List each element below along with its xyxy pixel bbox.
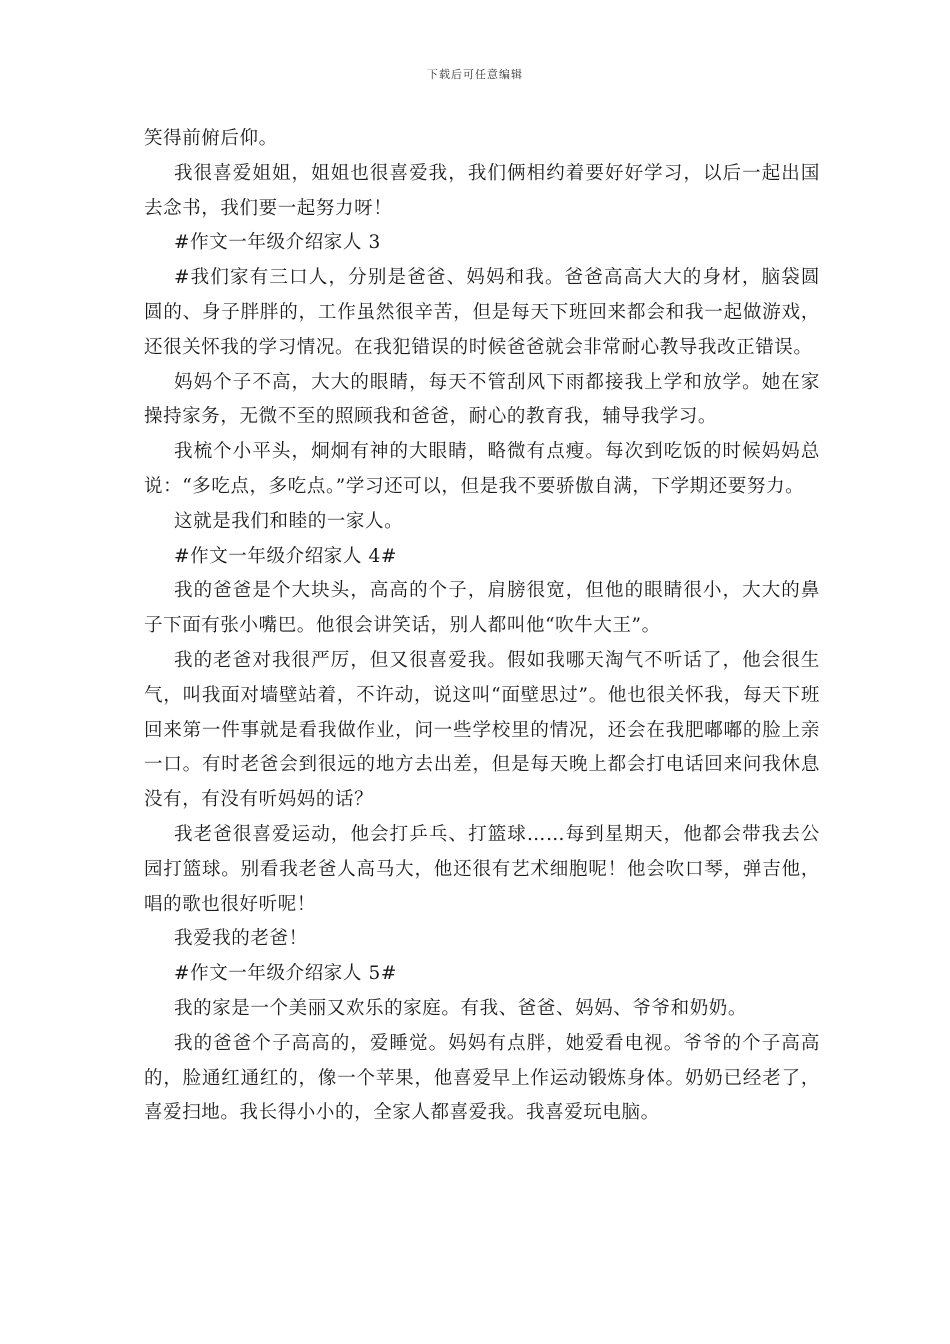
- paragraph: 我的爸爸个子高高的，爱睡觉。妈妈有点胖，她爱看电视。爷爷的个子高高的，脸通红通红的，像一个苹果，他喜爱早上作运动锻炼身体。奶奶已经老了，喜爱扫地。我长得小小的，全家人都喜爱我。我喜爱玩电脑。: [144, 1032, 820, 1124]
- section-heading: #作文一年级介绍家人 4#: [174, 545, 397, 567]
- paragraph: 这就是我们和睦的一家人。: [174, 510, 404, 532]
- paragraph: 我梳个小平头，炯炯有神的大眼睛，略微有点瘦。每次到吃饭的时候妈妈总说：“多吃点，多吃点。”学习还可以，但是我不要骄傲自满，下学期还要努力。: [144, 441, 820, 497]
- page-header-note: 下载后可任意编辑: [427, 68, 523, 81]
- document-body: [144, 122, 820, 1131]
- paragraph: 我的爸爸是个大块头，高高的个子，肩膀很宽，但他的眼睛很小，大大的鼻子下面有张小嘴巴。他很会讲笑话，别人都叫他“吹牛大王”。: [144, 580, 820, 637]
- paragraph: 我老爸很喜爱运动，他会打乒乓、打篮球……每到星期天，他都会带我去公园打篮球。别看我老爸人高马大，他还很有艺术细胞呢！他会吹口琴，弹吉他，唱的歌也很好听呢！: [144, 823, 820, 915]
- section-heading: #作文一年级介绍家人 5#: [174, 963, 397, 985]
- paragraph: 妈妈个子不高，大大的眼睛，每天不管刮风下雨都接我上学和放学。她在家操持家务，无微不至的照顾我和爸爸，耐心的教育我，辅导我学习。: [144, 371, 820, 428]
- paragraph: 笑得前俯后仰。: [144, 128, 278, 149]
- paragraph: 我很喜爱姐姐，姐姐也很喜爱我，我们俩相约着要好好学习，以后一起出国去念书，我们要一起努力呀！: [144, 162, 820, 219]
- paragraph: 我爱我的老爸！: [174, 928, 308, 950]
- paragraph: 我的老爸对我很严厉，但又很喜爱我。假如我哪天淘气不听话了，他会很生气，叫我面对墙壁站着，不许动，说这叫“面壁思过”。他也很关怀我，每天下班回来第一件事就是看我做作业，问一些学校里的情况，还会在我肥嘟嘟的脸上亲一口。有时老爸会到很远的地方去出差，但是每天晚上都会打电话回来问我休息没有，有没有听妈妈的话？: [144, 649, 820, 811]
- paragraph: 我的家是一个美丽又欢乐的家庭。有我、爸爸、妈妈、爷爷和奶奶。: [174, 997, 748, 1019]
- section-heading: #作文一年级介绍家人 3: [174, 232, 381, 254]
- paragraph: #我们家有三口人，分别是爸爸、妈妈和我。爸爸高高大大的身材，脑袋圆圆的、身子胖胖的，工作虽然很辛苦，但是每天下班回来都会和我一起做游戏，还很关怀我的学习情况。在我犯错误的时候爸爸就会非常耐心教导我改正错误。: [144, 267, 820, 358]
